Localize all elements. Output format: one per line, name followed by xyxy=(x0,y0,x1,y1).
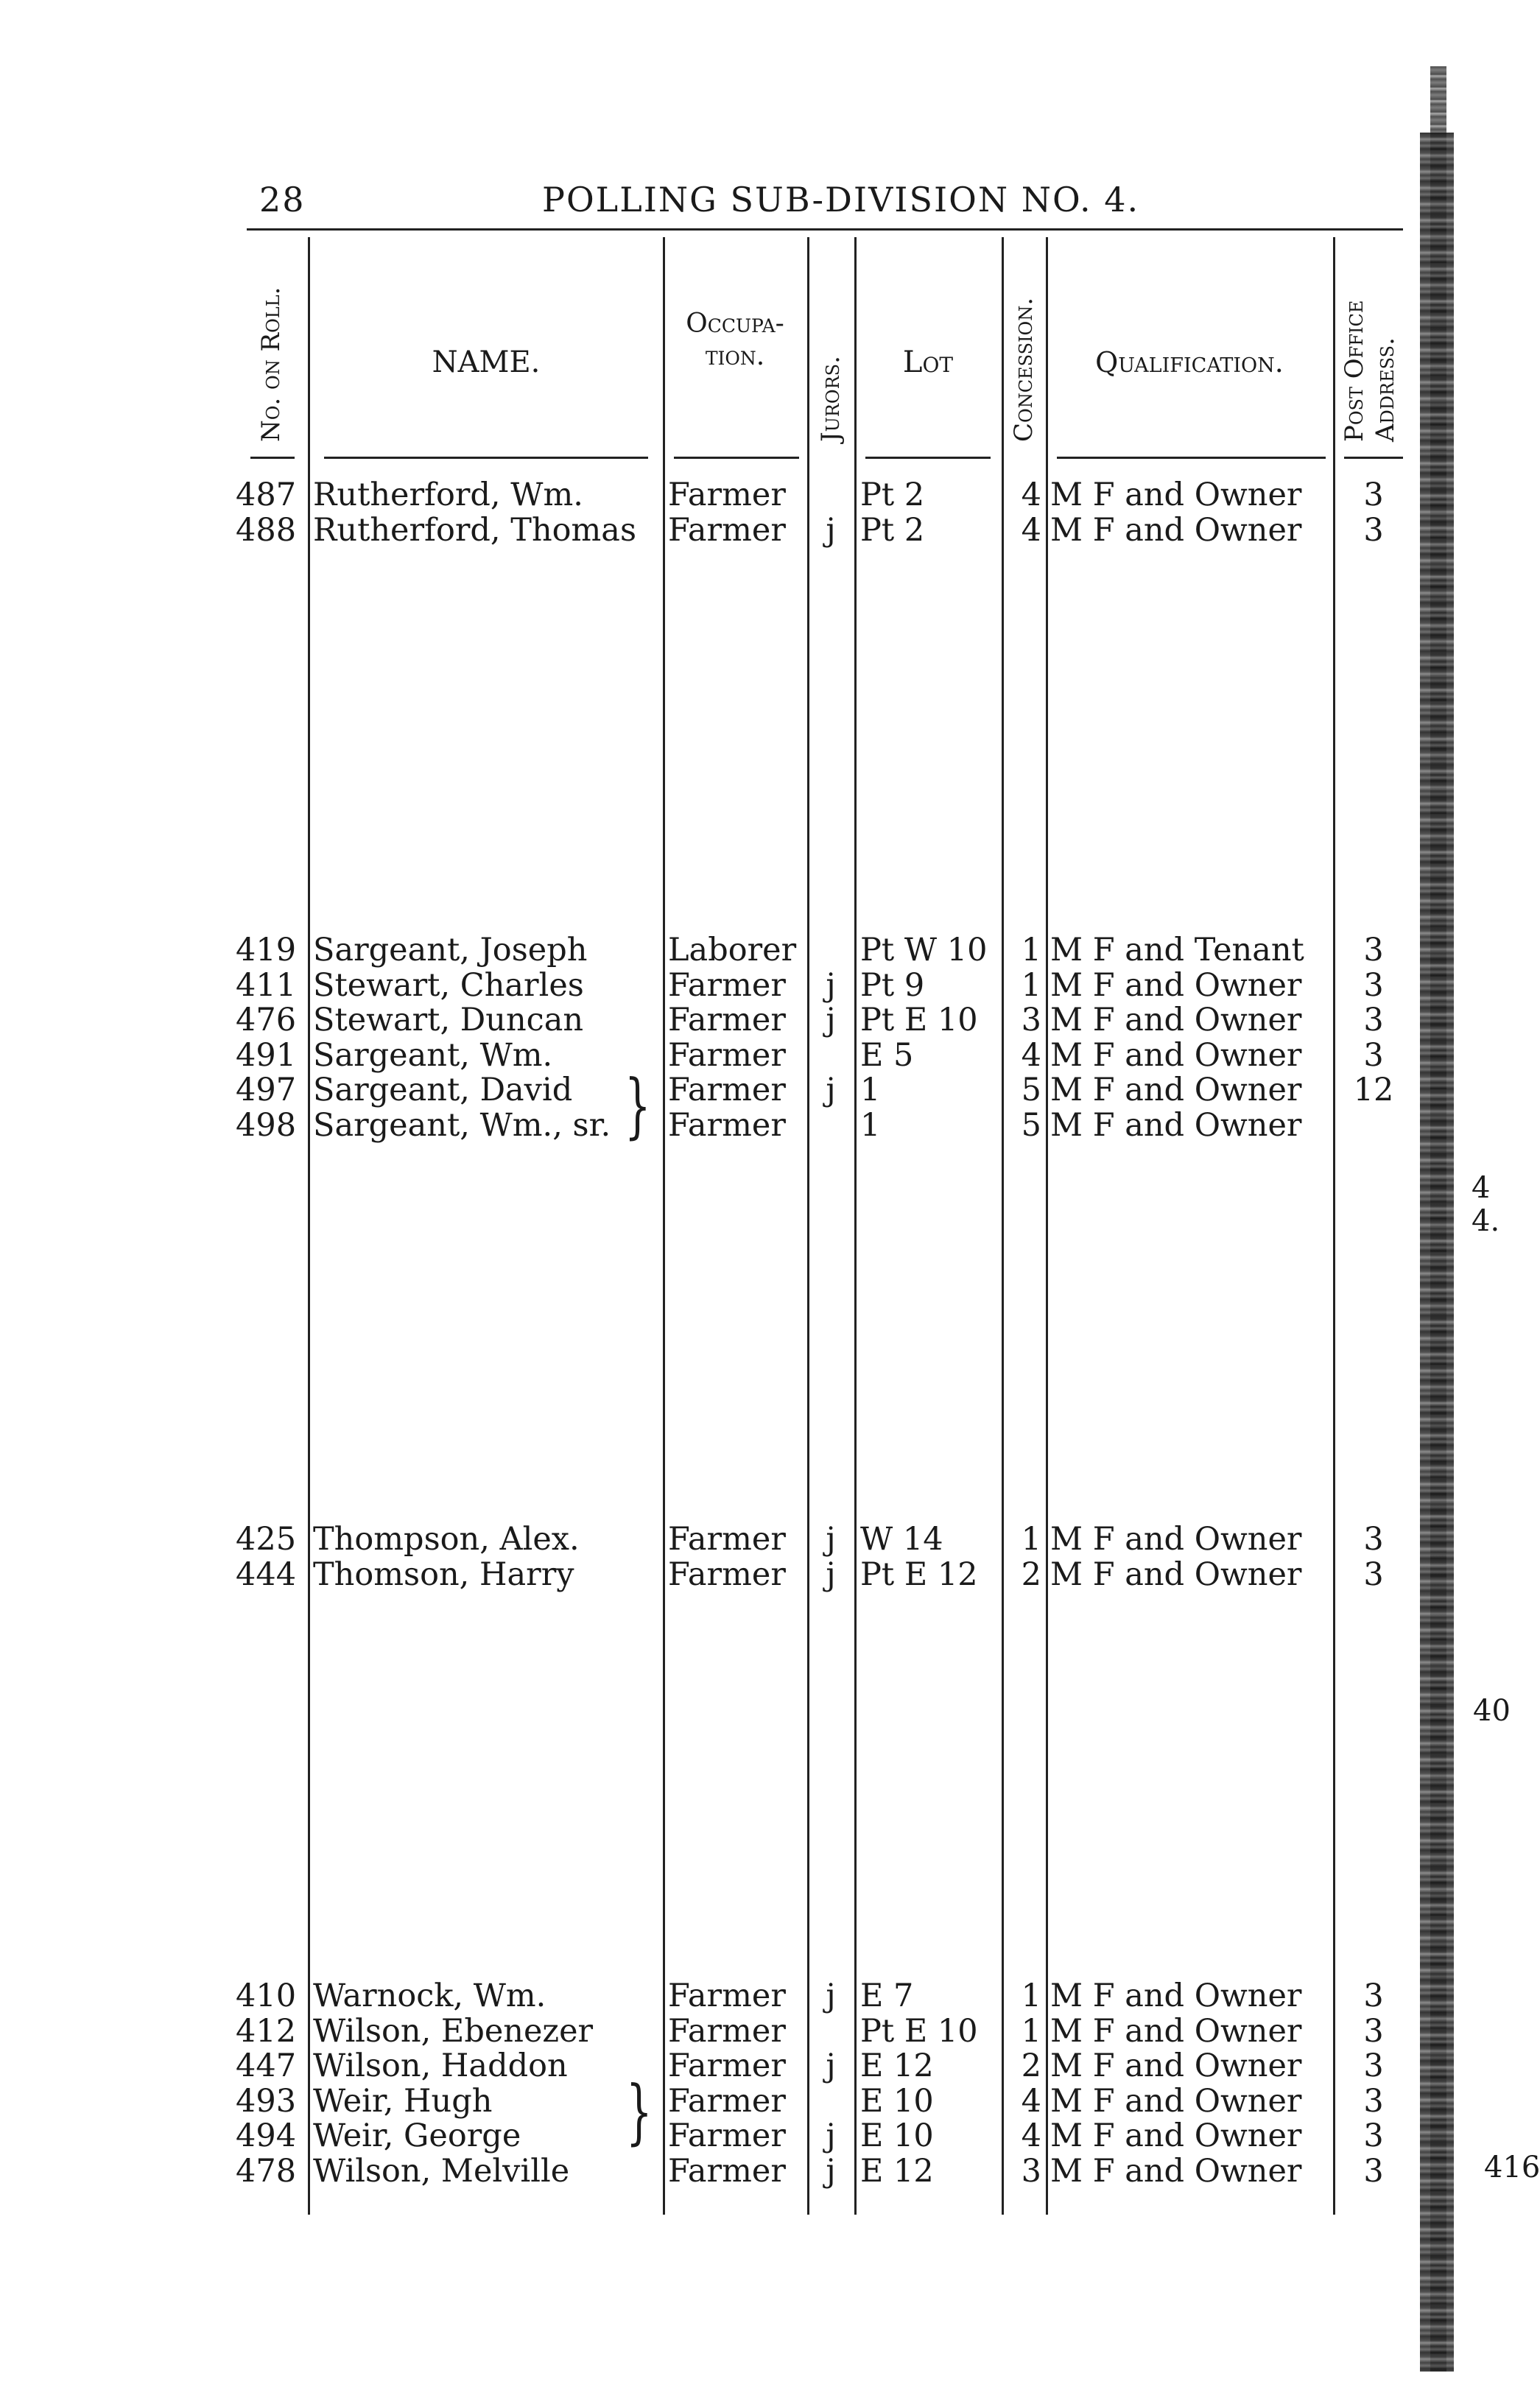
occupation: Farmer xyxy=(668,1002,786,1038)
column-header-jurors: Jurors. xyxy=(816,356,845,442)
lot: E 7 xyxy=(860,1978,914,2014)
qualification: M F and Owner xyxy=(1050,966,1302,1004)
voter-name: Wilson, Haddon xyxy=(313,2047,568,2084)
qualification: M F and Owner xyxy=(1050,2117,1302,2154)
occupation: Farmer xyxy=(668,2012,786,2050)
occupation: Farmer xyxy=(668,1978,786,2014)
post-office-address: 3 xyxy=(1363,477,1384,513)
roll-number: 412 xyxy=(236,2012,297,2050)
concession: 5 xyxy=(1021,1072,1041,1108)
juror-mark: j xyxy=(826,1978,836,2014)
occupation: Laborer xyxy=(668,932,797,968)
lot: Pt E 10 xyxy=(860,2012,978,2050)
juror-mark: j xyxy=(826,1555,836,1593)
concession: 1 xyxy=(1021,2012,1041,2050)
concession: 4 xyxy=(1021,477,1041,513)
column-header-lot: Lot xyxy=(902,345,954,379)
concession: 5 xyxy=(1021,1106,1041,1144)
roll-number: 411 xyxy=(236,966,297,1004)
page-number: 28 xyxy=(259,180,306,219)
voter-name: Rutherford, Wm. xyxy=(313,477,583,513)
concession: 1 xyxy=(1021,966,1041,1004)
qualification: M F and Owner xyxy=(1050,1072,1302,1108)
qualification: M F and Owner xyxy=(1050,2047,1302,2084)
occupation: Farmer xyxy=(668,511,786,549)
concession: 2 xyxy=(1021,1555,1041,1593)
juror-mark: j xyxy=(826,2047,836,2084)
occupation: Farmer xyxy=(668,477,786,513)
column-rule xyxy=(1046,237,1048,2215)
roll-number: 491 xyxy=(236,1036,297,1074)
roll-number: 444 xyxy=(236,1555,297,1593)
post-office-address: 3 xyxy=(1363,1036,1384,1074)
header-rule xyxy=(247,228,1403,231)
juror-mark: j xyxy=(826,1002,836,1038)
lot: E 5 xyxy=(860,1036,914,1074)
lot: E 12 xyxy=(860,2047,934,2084)
concession: 4 xyxy=(1021,511,1041,549)
column-header-occupation-line2: tion. xyxy=(705,341,765,371)
juror-mark: j xyxy=(826,1072,836,1108)
column-header-qualification: Qualification. xyxy=(1095,346,1284,379)
qualification: M F and Owner xyxy=(1050,1521,1302,1558)
qualification: M F and Tenant xyxy=(1050,932,1304,968)
voter-name: Sargeant, Wm. xyxy=(313,1036,553,1074)
roll-number: 494 xyxy=(236,2117,297,2154)
header-bottom-rule xyxy=(250,457,295,459)
edge-mark: 40 xyxy=(1473,1694,1511,1728)
roll-number: 488 xyxy=(236,511,297,549)
concession: 4 xyxy=(1021,2082,1041,2120)
concession: 2 xyxy=(1021,2047,1041,2084)
column-rule xyxy=(854,237,857,2215)
voter-name: Weir, Hugh xyxy=(313,2082,493,2120)
brace: } xyxy=(626,2072,653,2154)
lot: Pt 2 xyxy=(860,511,925,549)
concession: 1 xyxy=(1021,1521,1041,1558)
voter-name: Weir, George xyxy=(313,2117,521,2154)
juror-mark: j xyxy=(826,511,836,549)
voter-name: Thomson, Harry xyxy=(313,1555,574,1593)
juror-mark: j xyxy=(826,966,836,1004)
concession: 4 xyxy=(1021,1036,1041,1074)
roll-number: 419 xyxy=(236,932,297,968)
voter-name: Stewart, Duncan xyxy=(313,1002,584,1038)
occupation: Farmer xyxy=(668,1106,786,1144)
occupation: Farmer xyxy=(668,2117,786,2154)
concession: 3 xyxy=(1021,2152,1041,2190)
post-office-address: 12 xyxy=(1353,1072,1394,1108)
post-office-address: 3 xyxy=(1363,966,1384,1004)
occupation: Farmer xyxy=(668,2082,786,2120)
qualification: M F and Owner xyxy=(1050,1106,1302,1144)
column-rule xyxy=(1333,237,1335,2215)
post-office-address: 3 xyxy=(1363,2047,1384,2084)
qualification: M F and Owner xyxy=(1050,511,1302,549)
post-office-address: 3 xyxy=(1363,1555,1384,1593)
voter-name: Sargeant, Wm., sr. xyxy=(313,1106,611,1144)
post-office-address: 3 xyxy=(1363,1978,1384,2014)
edge-mark: 4 xyxy=(1472,1171,1491,1205)
column-rule xyxy=(308,237,310,2215)
column-header-concession: Concession. xyxy=(1009,298,1038,442)
lot: E 12 xyxy=(860,2152,934,2190)
occupation: Farmer xyxy=(668,1521,786,1558)
edge-mark: 416 xyxy=(1484,2151,1540,2184)
lot: W 14 xyxy=(860,1521,943,1558)
juror-mark: j xyxy=(826,2152,836,2190)
post-office-address: 3 xyxy=(1363,1002,1384,1038)
column-header-name: NAME. xyxy=(432,345,541,379)
edge-mark: 4. xyxy=(1472,1204,1500,1238)
roll-number: 478 xyxy=(236,2152,297,2190)
lot: E 10 xyxy=(860,2082,934,2120)
roll-number: 498 xyxy=(236,1106,297,1144)
header-bottom-rule xyxy=(1344,457,1403,459)
roll-number: 493 xyxy=(236,2082,297,2120)
voter-name: Warnock, Wm. xyxy=(313,1978,546,2014)
occupation: Farmer xyxy=(668,1555,786,1593)
roll-number: 447 xyxy=(236,2047,297,2084)
occupation: Farmer xyxy=(668,2047,786,2084)
concession: 1 xyxy=(1021,1978,1041,2014)
qualification: M F and Owner xyxy=(1050,1036,1302,1074)
roll-number: 410 xyxy=(236,1978,297,2014)
post-office-address: 3 xyxy=(1363,2012,1384,2050)
concession: 3 xyxy=(1021,1002,1041,1038)
roll-number: 487 xyxy=(236,477,297,513)
post-office-address: 3 xyxy=(1363,932,1384,968)
column-header-roll: No. on Roll. xyxy=(256,286,286,442)
lot: Pt E 12 xyxy=(860,1555,978,1593)
voter-name: Sargeant, David xyxy=(313,1072,573,1108)
lot: Pt W 10 xyxy=(860,932,988,968)
lot: Pt 9 xyxy=(860,966,925,1004)
lot: 1 xyxy=(860,1072,881,1108)
post-office-address: 3 xyxy=(1363,2082,1384,2120)
juror-mark: j xyxy=(826,1521,836,1558)
juror-mark: j xyxy=(826,2117,836,2154)
post-office-address: 3 xyxy=(1363,2117,1384,2154)
voter-name: Sargeant, Joseph xyxy=(313,932,588,968)
header-bottom-rule xyxy=(674,457,799,459)
voter-name: Wilson, Ebenezer xyxy=(313,2012,594,2050)
qualification: M F and Owner xyxy=(1050,2082,1302,2120)
voter-name: Thompson, Alex. xyxy=(313,1521,580,1558)
qualification: M F and Owner xyxy=(1050,1002,1302,1038)
header-bottom-rule xyxy=(865,457,991,459)
column-header-post-office xyxy=(1339,300,1401,442)
column-rule xyxy=(663,237,665,2215)
occupation: Farmer xyxy=(668,966,786,1004)
lot: Pt E 10 xyxy=(860,1002,978,1038)
qualification: M F and Owner xyxy=(1050,477,1302,513)
header-bottom-rule xyxy=(1057,457,1326,459)
post-office-address: 3 xyxy=(1363,511,1384,549)
post-office-address: 3 xyxy=(1363,2152,1384,2190)
roll-number: 425 xyxy=(236,1521,297,1558)
concession: 4 xyxy=(1021,2117,1041,2154)
roll-number: 497 xyxy=(236,1072,297,1108)
page-title: POLLING SUB-DIVISION NO. 4. xyxy=(542,180,1140,219)
brace: } xyxy=(625,1066,651,1147)
lot: 1 xyxy=(860,1106,881,1144)
voter-name: Stewart, Charles xyxy=(313,966,584,1004)
qualification: M F and Owner xyxy=(1050,1555,1302,1593)
voter-name: Wilson, Melville xyxy=(313,2152,570,2190)
scan-edge-shadow xyxy=(1420,133,1454,2372)
column-header-occupation xyxy=(663,308,807,373)
header-bottom-rule xyxy=(324,457,648,459)
qualification: M F and Owner xyxy=(1050,2152,1302,2190)
roll-number: 476 xyxy=(236,1002,297,1038)
lot: E 10 xyxy=(860,2117,934,2154)
occupation: Farmer xyxy=(668,1072,786,1108)
post-office-address: 3 xyxy=(1363,1521,1384,1558)
column-header-occupation-line1: Occupa- xyxy=(686,309,784,339)
qualification: M F and Owner xyxy=(1050,2012,1302,2050)
qualification: M F and Owner xyxy=(1050,1978,1302,2014)
lot: Pt 2 xyxy=(860,477,925,513)
occupation: Farmer xyxy=(668,1036,786,1074)
occupation: Farmer xyxy=(668,2152,786,2190)
voter-name: Rutherford, Thomas xyxy=(313,511,637,549)
column-header-post-office-line1: Post Office xyxy=(1340,300,1369,442)
concession: 1 xyxy=(1021,932,1041,968)
column-header-post-office-line2: Address. xyxy=(1371,337,1400,442)
column-rule xyxy=(807,237,809,2215)
